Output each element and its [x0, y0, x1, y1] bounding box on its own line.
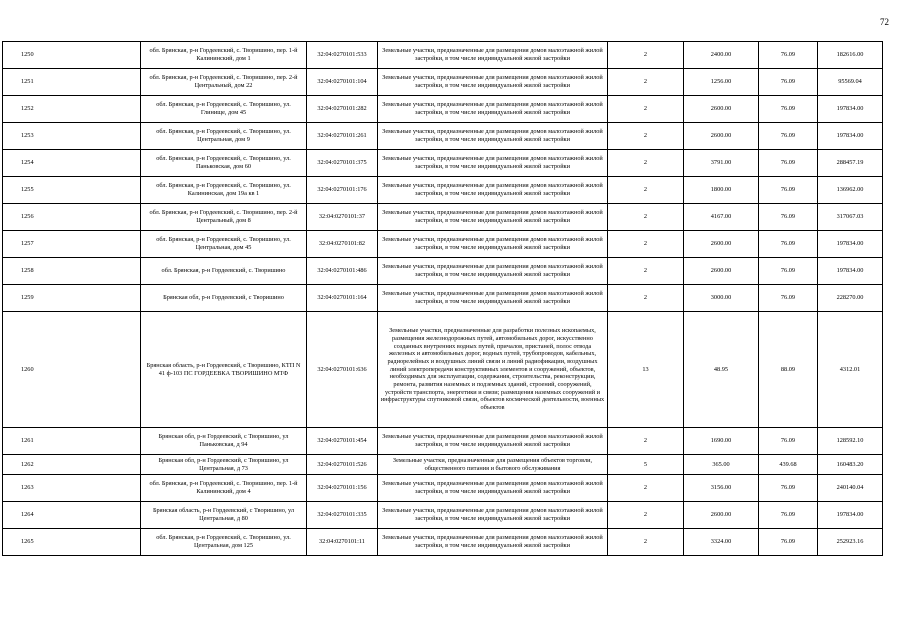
table-row [3, 428, 883, 455]
use-group-cell: 5 [608, 455, 684, 475]
specific-value-cell: 76.09 [759, 204, 818, 231]
row-number-cell: 1252 [3, 96, 141, 123]
area-cell: 2600.00 [684, 96, 759, 123]
use-group-cell: 2 [608, 529, 684, 556]
cadastral-value-cell: 288457.19 [818, 150, 883, 177]
address-cell: Брянская область, р-н Гордеевский, с Творишино, КТП N 41 ф-103 ПС ГОРДЕЕВКА ТВОРИШИНО МТФ [141, 312, 307, 428]
area-cell: 1800.00 [684, 177, 759, 204]
table-row [3, 312, 883, 428]
land-use-cell: Земельные участки, предназначенные для размещения домов малоэтажной жилой застройки, в том числе индивидуальной жилой застройки [378, 42, 608, 69]
address-cell: Брянская обл, р-н Гордеевский, с Творишино, ул Центральная, д 73 [141, 455, 307, 475]
cadastral-number-cell: 32:04:0270101:526 [307, 455, 378, 475]
table-row [3, 455, 883, 475]
cadastral-number-cell: 32:04:0270101:176 [307, 177, 378, 204]
row-number-cell: 1250 [3, 42, 141, 69]
land-use-cell: Земельные участки, предназначенные для размещения домов малоэтажной жилой застройки, в том числе индивидуальной жилой застройки [378, 204, 608, 231]
row-number-cell: 1265 [3, 529, 141, 556]
land-use-cell: Земельные участки, предназначенные для размещения домов малоэтажной жилой застройки, в том числе индивидуальной жилой застройки [378, 258, 608, 285]
address-cell: обл. Брянская, р-н Гордеевский, с. Творишино, пер. 2-й Центральный, дом 22 [141, 69, 307, 96]
cadastral-value-cell: 136962.00 [818, 177, 883, 204]
specific-value-cell: 76.09 [759, 231, 818, 258]
address-cell: обл. Брянская, р-н Гордеевский, с. Творишино, пер. 2-й Центральный, дом 8 [141, 204, 307, 231]
table-row [3, 475, 883, 502]
area-cell: 3156.00 [684, 475, 759, 502]
specific-value-cell: 76.09 [759, 42, 818, 69]
row-number-cell: 1257 [3, 231, 141, 258]
address-cell: обл. Брянская, р-н Гордеевский, с. Творишино, пер. 1-й Калининский, дом 1 [141, 42, 307, 69]
use-group-cell: 2 [608, 150, 684, 177]
specific-value-cell: 76.09 [759, 96, 818, 123]
table-row [3, 96, 883, 123]
cadastral-value-cell: 252923.16 [818, 529, 883, 556]
use-group-cell: 2 [608, 42, 684, 69]
use-group-cell: 2 [608, 69, 684, 96]
cadastral-value-cell: 182616.00 [818, 42, 883, 69]
area-cell: 2600.00 [684, 123, 759, 150]
address-cell: обл. Брянская, р-н Гордеевский, с. Творишино, ул. Глинище, дом 45 [141, 96, 307, 123]
address-cell: обл. Брянская, р-н Гордеевский, с. Творишино, ул. Центральная, дом 45 [141, 231, 307, 258]
address-cell: Брянская область, р-н Гордеевский, с Творишино, ул Центральная, д 80 [141, 502, 307, 529]
row-number-cell: 1258 [3, 258, 141, 285]
table-row [3, 285, 883, 312]
table-row [3, 258, 883, 285]
row-number-cell: 1253 [3, 123, 141, 150]
cadastral-number-cell: 32:04:0270101:636 [307, 312, 378, 428]
land-use-cell: Земельные участки, предназначенные для размещения домов малоэтажной жилой застройки, в том числе индивидуальной жилой застройки [378, 428, 608, 455]
cadastral-value-cell: 160483.20 [818, 455, 883, 475]
cadastral-value-cell: 4312.01 [818, 312, 883, 428]
cadastral-number-cell: 32:04:0270101:104 [307, 69, 378, 96]
land-use-cell: Земельные участки, предназначенные для размещения объектов торговли, общественного питания и бытового обслуживания [378, 455, 608, 475]
specific-value-cell: 88.09 [759, 312, 818, 428]
row-number-cell: 1261 [3, 428, 141, 455]
cadastral-number-cell: 32:04:0270101:11 [307, 529, 378, 556]
table-row [3, 123, 883, 150]
area-cell: 3791.00 [684, 150, 759, 177]
row-number-cell: 1255 [3, 177, 141, 204]
specific-value-cell: 76.09 [759, 150, 818, 177]
row-number-cell: 1264 [3, 502, 141, 529]
area-cell: 48.95 [684, 312, 759, 428]
row-number-cell: 1259 [3, 285, 141, 312]
land-use-cell: Земельные участки, предназначенные для размещения домов малоэтажной жилой застройки, в том числе индивидуальной жилой застройки [378, 285, 608, 312]
address-cell: обл. Брянская, р-н Гордеевский, с. Творишино, ул. Паньковская, дом 60 [141, 150, 307, 177]
area-cell: 1256.00 [684, 69, 759, 96]
area-cell: 1690.00 [684, 428, 759, 455]
address-cell: обл. Брянская, р-н Гордеевский, с. Творишино [141, 258, 307, 285]
specific-value-cell: 76.09 [759, 502, 818, 529]
land-use-cell: Земельные участки, предназначенные для размещения домов малоэтажной жилой застройки, в том числе индивидуальной жилой застройки [378, 475, 608, 502]
table-row [3, 231, 883, 258]
area-cell: 2600.00 [684, 258, 759, 285]
area-cell: 3324.00 [684, 529, 759, 556]
address-cell: обл. Брянская, р-н Гордеевский, с. Творишино, ул. Центральная, дом 125 [141, 529, 307, 556]
cadastral-value-table [2, 41, 883, 556]
cadastral-value-cell: 128592.10 [818, 428, 883, 455]
address-cell: обл. Брянская, р-н Гордеевский, с. Творишино, ул. Центральная, дом 9 [141, 123, 307, 150]
land-use-cell: Земельные участки, предназначенные для размещения домов малоэтажной жилой застройки, в том числе индивидуальной жилой застройки [378, 529, 608, 556]
land-use-cell: Земельные участки, предназначенные для размещения домов малоэтажной жилой застройки, в том числе индивидуальной жилой застройки [378, 69, 608, 96]
cadastral-value-cell: 197834.00 [818, 96, 883, 123]
area-cell: 3000.00 [684, 285, 759, 312]
specific-value-cell: 76.09 [759, 177, 818, 204]
row-number-cell: 1256 [3, 204, 141, 231]
use-group-cell: 2 [608, 258, 684, 285]
land-use-cell: Земельные участки, предназначенные для размещения домов малоэтажной жилой застройки, в том числе индивидуальной жилой застройки [378, 150, 608, 177]
cadastral-value-cell: 197834.00 [818, 502, 883, 529]
land-use-cell: Земельные участки, предназначенные для размещения домов малоэтажной жилой застройки, в том числе индивидуальной жилой застройки [378, 231, 608, 258]
land-use-cell: Земельные участки, предназначенные для разработки полезных ископаемых, размещения железнодорожных путей, автомобильных дорог, искусственно созданных внутренних водных путей, причалов, пристаней, полос отвода железных и автомобильных дорог, водных путей, трубопроводов, кабельных, радиорелейных и воздушных линий связи и линий радиофикации, воздушных линий электропередачи конструктивных элементов и сооружений, объектов, необходимых для эксплуатации, содержания, строительства, реконструкции, ремонта, развития наземных и подземных зданий, строений, сооружений, устройств транспорта, энергетики и связи; размещения наземных сооружений и инфраструктуры спутниковой связи, объектов космической деятельности, военных объектов [378, 312, 608, 428]
cadastral-value-cell: 197834.00 [818, 231, 883, 258]
land-use-cell: Земельные участки, предназначенные для размещения домов малоэтажной жилой застройки, в том числе индивидуальной жилой застройки [378, 502, 608, 529]
address-cell: Брянская обл, р-н Гордеевский, с Творишино [141, 285, 307, 312]
table-row [3, 177, 883, 204]
cadastral-number-cell: 32:04:0270101:486 [307, 258, 378, 285]
land-use-cell: Земельные участки, предназначенные для размещения домов малоэтажной жилой застройки, в том числе индивидуальной жилой застройки [378, 96, 608, 123]
specific-value-cell: 76.09 [759, 258, 818, 285]
cadastral-number-cell: 32:04:0270101:82 [307, 231, 378, 258]
area-cell: 2400.00 [684, 42, 759, 69]
use-group-cell: 2 [608, 123, 684, 150]
use-group-cell: 2 [608, 204, 684, 231]
cadastral-number-cell: 32:04:0270101:335 [307, 502, 378, 529]
land-use-cell: Земельные участки, предназначенные для размещения домов малоэтажной жилой застройки, в том числе индивидуальной жилой застройки [378, 123, 608, 150]
use-group-cell: 2 [608, 428, 684, 455]
cadastral-value-cell: 95569.04 [818, 69, 883, 96]
cadastral-number-cell: 32:04:0270101:454 [307, 428, 378, 455]
cadastral-value-cell: 197834.00 [818, 258, 883, 285]
cadastral-number-cell: 32:04:0270101:533 [307, 42, 378, 69]
cadastral-value-cell: 317067.03 [818, 204, 883, 231]
use-group-cell: 2 [608, 177, 684, 204]
cadastral-value-cell: 240140.04 [818, 475, 883, 502]
specific-value-cell: 76.09 [759, 285, 818, 312]
row-number-cell: 1254 [3, 150, 141, 177]
cadastral-value-cell: 228270.00 [818, 285, 883, 312]
cadastral-number-cell: 32:04:0270101:37 [307, 204, 378, 231]
address-cell: обл. Брянская, р-н Гордеевский, с. Творишино, пер. 1-й Калининский, дом 4 [141, 475, 307, 502]
table-row [3, 42, 883, 69]
use-group-cell: 2 [608, 96, 684, 123]
specific-value-cell: 76.09 [759, 428, 818, 455]
cadastral-number-cell: 32:04:0270101:375 [307, 150, 378, 177]
specific-value-cell: 76.09 [759, 475, 818, 502]
use-group-cell: 2 [608, 475, 684, 502]
cadastral-number-cell: 32:04:0270101:156 [307, 475, 378, 502]
row-number-cell: 1260 [3, 312, 141, 428]
row-number-cell: 1251 [3, 69, 141, 96]
area-cell: 365.00 [684, 455, 759, 475]
cadastral-number-cell: 32:04:0270101:282 [307, 96, 378, 123]
specific-value-cell: 76.09 [759, 529, 818, 556]
land-use-cell: Земельные участки, предназначенные для размещения домов малоэтажной жилой застройки, в том числе индивидуальной жилой застройки [378, 177, 608, 204]
address-cell: Брянская обл, р-н Гордеевский, с Творишино, ул Паньковская, д 94 [141, 428, 307, 455]
table-row [3, 529, 883, 556]
specific-value-cell: 439.68 [759, 455, 818, 475]
cadastral-number-cell: 32:04:0270101:261 [307, 123, 378, 150]
cadastral-number-cell: 32:04:0270101:164 [307, 285, 378, 312]
area-cell: 2600.00 [684, 502, 759, 529]
page-number: 72 [880, 17, 889, 27]
area-cell: 4167.00 [684, 204, 759, 231]
row-number-cell: 1263 [3, 475, 141, 502]
table-row [3, 150, 883, 177]
cadastral-value-cell: 197834.00 [818, 123, 883, 150]
table-row [3, 502, 883, 529]
table-row [3, 69, 883, 96]
address-cell: обл. Брянская, р-н Гордеевский, с. Творишино, ул. Калининская, дом 19а кв 1 [141, 177, 307, 204]
specific-value-cell: 76.09 [759, 69, 818, 96]
row-number-cell: 1262 [3, 455, 141, 475]
use-group-cell: 2 [608, 502, 684, 529]
use-group-cell: 13 [608, 312, 684, 428]
use-group-cell: 2 [608, 231, 684, 258]
area-cell: 2600.00 [684, 231, 759, 258]
specific-value-cell: 76.09 [759, 123, 818, 150]
table-row [3, 204, 883, 231]
use-group-cell: 2 [608, 285, 684, 312]
table-body [3, 42, 883, 556]
